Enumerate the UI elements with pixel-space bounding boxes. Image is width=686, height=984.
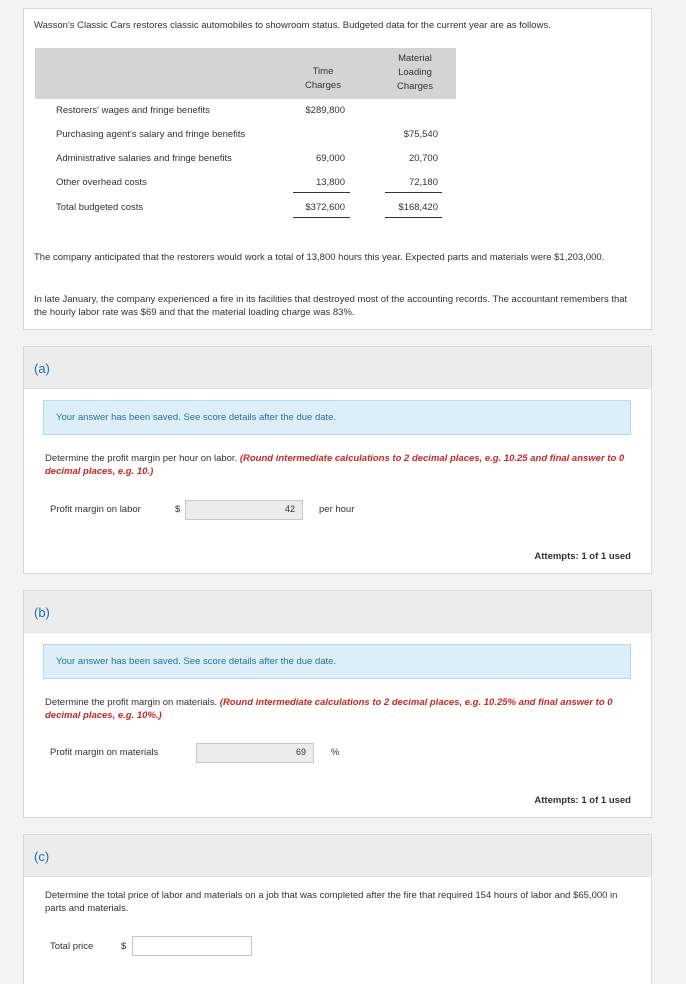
rounding-note: (Round intermediate calculations to 2 decimal places, e.g. 10.25% and final answer to 0 decimal places, e.g. 10%.): [45, 697, 613, 721]
part-label: (b): [34, 605, 50, 620]
material-loading-header: Material Loading Charges: [397, 53, 433, 92]
subtotal-underline: [293, 192, 350, 193]
table-cell-time: $289,800: [305, 105, 345, 116]
table-row-label: Administrative salaries and fringe benefits: [56, 153, 232, 164]
table-cell-material: 72,180: [408, 177, 438, 188]
table-row-label: Total budgeted costs: [56, 202, 144, 213]
table-cell-time: 13,800: [315, 177, 345, 188]
total-underline: [385, 217, 442, 218]
currency-symbol: $: [121, 941, 127, 952]
part-a-section: [23, 346, 652, 574]
instruction: Determine the profit margin per hour on labor. (Round intermediate calculations to 2 decimal places, e.g. 10.25 and final answer to 0 decimal places, e.g. 10.): [45, 453, 625, 477]
part-label: (c): [34, 849, 50, 864]
instruction: Determine the profit margin on materials. (Round intermediate calculations to 2 decimal places, e.g. 10.25% and final answer to 0 decimal places, e.g. 10%.): [45, 697, 613, 721]
unit-label: per hour: [319, 504, 355, 515]
part-header: [24, 835, 651, 877]
profit-margin-labor-input[interactable]: 42: [185, 500, 303, 520]
part-c-section: [23, 834, 652, 984]
table-row-label: Purchasing agent's salary and fringe benefits: [56, 129, 246, 140]
unit-label: %: [331, 747, 340, 758]
field-label: Total price: [50, 941, 94, 952]
part-header: [24, 347, 651, 389]
table-row-label: Other overhead costs: [56, 177, 147, 188]
table-cell-material: 20,700: [408, 153, 438, 164]
profit-margin-materials-input[interactable]: 69: [196, 743, 314, 763]
problem-card: [23, 8, 652, 330]
table-cell-material: $75,540: [403, 129, 438, 140]
table-cell-time-total: $372,600: [305, 202, 345, 213]
table-header: [35, 48, 456, 99]
total-price-input[interactable]: [132, 936, 252, 956]
field-label: Profit margin on labor: [50, 504, 141, 515]
currency-symbol: $: [175, 504, 181, 515]
time-charges-header: Time Charges: [305, 66, 341, 91]
total-underline: [293, 217, 350, 218]
table-cell-material-total: $168,420: [398, 202, 438, 213]
instruction: Determine the total price of labor and materials on a job that was completed after the fire that required 154 hours of labor and $65,000 in parts and materials.: [45, 890, 618, 914]
saved-notice: Your answer has been saved. See score details after the due date.: [43, 644, 631, 679]
part-header: [24, 591, 651, 633]
attempts-counter: Attempts: 1 of 1 used: [534, 795, 631, 806]
subtotal-underline: [385, 192, 442, 193]
attempts-counter: Attempts: 1 of 1 used: [534, 551, 631, 562]
problem-intro: Wasson's Classic Cars restores classic automobiles to showroom status. Budgeted data for the current year are as follows.: [34, 20, 551, 31]
saved-notice: Your answer has been saved. See score details after the due date.: [43, 400, 631, 435]
table-cell-time: 69,000: [315, 153, 345, 164]
table-row-label: Restorers' wages and fringe benefits: [56, 105, 210, 116]
rounding-note: (Round intermediate calculations to 2 decimal places, e.g. 10.25 and final answer to 0 decimal places, e.g. 10.): [45, 453, 625, 477]
field-label: Profit margin on materials: [50, 747, 159, 758]
part-b-section: [23, 590, 652, 818]
part-label: (a): [34, 361, 50, 376]
problem-paragraph: In late January, the company experienced a fire in its facilities that destroyed most of the accounting records. The accountant remembers that the hourly labor rate was $69 and that the material loading charge was 83%.: [34, 294, 628, 318]
problem-paragraph: The company anticipated that the restorers would work a total of 13,800 hours this year. Expected parts and materials were $1,203,000.: [34, 252, 605, 263]
